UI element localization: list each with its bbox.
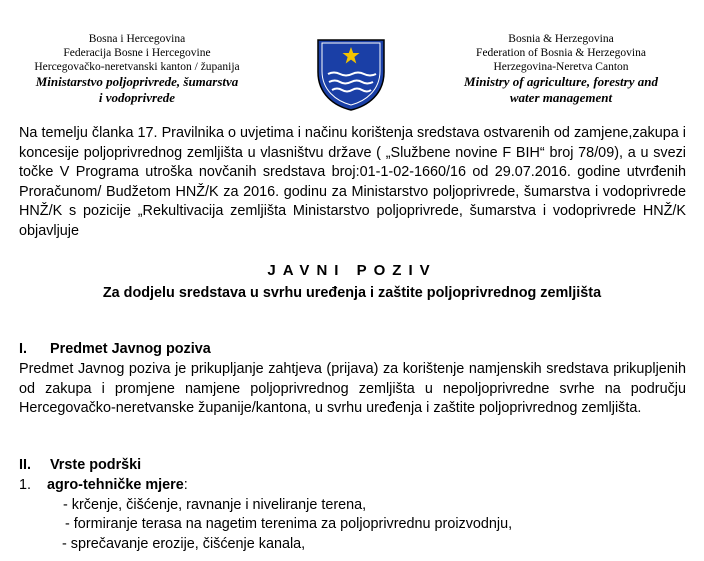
header-left-canton: Hercegovačko-neretvanski kanton / županija	[34, 61, 240, 73]
header-left-ministry-cont: i vodoprivrede	[98, 90, 176, 105]
bullet-item: - krčenje, čišćenje, ravnanje i niveliranje terena,	[63, 497, 367, 513]
header-right-ministry-cont: water management	[509, 90, 613, 105]
intro-paragraph: Na temelju članka 17. Pravilnika o uvjetima i načinu korištenja sredstava ostvarenih od zamjene,zakupa i koncesije poljoprivrednog zemljišta u vlasništvu države ( „Službene novine F BIH“ broj 78/09), a u svezi točke V Programa utroška novčanih sredstava broj:01-1-02-1660/16 od 29.07.2016. godine utvrđenih Proračunom/ Budžetom HNŽ/K za 2016. godinu za Ministarstvo poljoprivrede, šumarstva i vodoprivrede HNŽ/K s pozicije „Rekultivacija zemljišta Ministarstvo poljoprivrede, šumarstva i vodoprivrede HNŽ/K objavljuje	[19, 125, 686, 239]
header-right-canton: Herzegovina-Neretva Canton	[493, 61, 629, 73]
header-left-country: Bosna i Hercegovina	[88, 33, 186, 45]
bullet-item: - sprečavanje erozije, čišćenje kanala,	[62, 536, 306, 552]
item-number: 1.	[19, 477, 32, 493]
section-1-title: Predmet Javnog poziva	[50, 341, 211, 357]
document-title: JAVNI POZIV	[267, 262, 437, 279]
header-right-country: Bosnia & Herzegovina	[508, 33, 614, 45]
section-1-text: Predmet Javnog poziva je prikupljanje zahtjeva (prijava) za korištenje namjenskih sredstava prikupljenih od zakupa i promjene namjene poljoprivrednog zemljišta u nepoljoprivredne svrhe na području Hercegovačko-neretvanske županije/kantona, u svrhu uređenja i zaštite poljoprivrednog zemljišta.	[19, 361, 686, 417]
header-left-ministry: Ministarstvo poljoprivrede, šumarstva	[35, 74, 239, 89]
section-2-number: II.	[19, 457, 31, 473]
item-label: agro-tehničke mjere	[47, 477, 184, 493]
section-2-heading	[19, 457, 141, 473]
header-left-federation: Federacija Bosne i Hercegovine	[63, 47, 211, 59]
section-1-number: I.	[19, 341, 27, 357]
coat-of-arms-icon	[316, 38, 386, 112]
section-1-heading	[19, 341, 211, 357]
header-left	[14, 32, 260, 106]
bullet-item: - formiranje terasa na nagetim terenima za poljoprivrednu proizvodnju,	[65, 516, 513, 532]
header-right-ministry: Ministry of agriculture, forestry and	[464, 74, 658, 89]
item-suffix: :	[183, 477, 188, 493]
list-item	[19, 477, 188, 493]
header-right	[432, 32, 690, 106]
section-2-title: Vrste podrški	[50, 457, 142, 473]
header-right-federation: Federation of Bosnia & Herzegovina	[476, 47, 646, 59]
document-subtitle: Za dodjelu sredstava u svrhu uređenja i zaštite poljoprivrednog zemljišta	[102, 285, 602, 301]
